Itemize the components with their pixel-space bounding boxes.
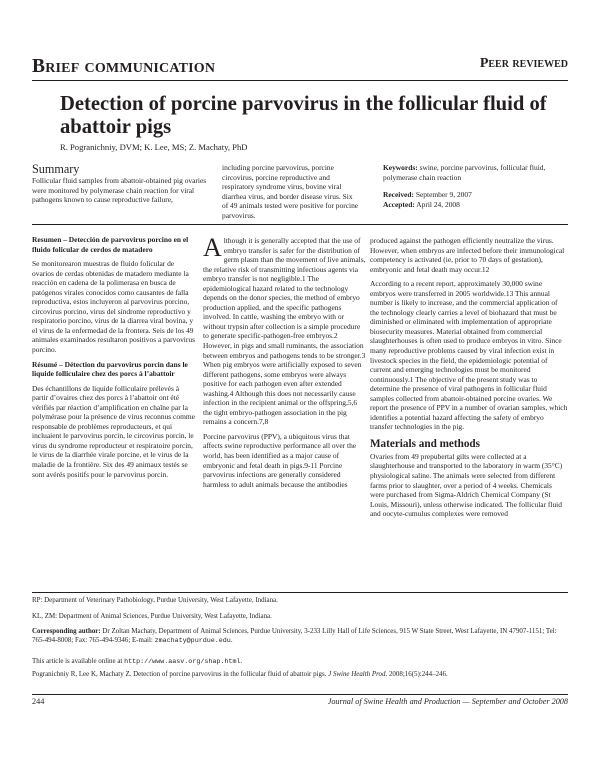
citation-text: Pogranichniy R, Lee K, Machaty Z. Detection of porcine parvovirus in the follicular fluid of abattoir pigs. [32,670,329,678]
resumen-heading: Resumen – Detección de parvovirus porcino en el fluido folicular de cerdos de matadero [32,235,189,254]
citation [32,670,568,679]
footnote-divider [32,592,568,593]
resume-text: Des échantillons de liquide folliculaire prélevés à partir d’ovaires chez des porcs à l’abattoir ont été vérifiés par réaction d’amplification en chaîne par la polymérase pour la présence de virus reconnus comme responsable de problèmes reproducteurs, et qui incluaient le parvovirus porcin, le circovirus porcin, le virus du syndrome reproducteur et respiratoire porcin, le virus de la diarrhée virale porcine, et le virus de la maladie de la frontière. Six des 49 animaux testés se sont avérés positifs pour le parvovirus porcin. [32,383,195,479]
drop-cap: A [203,233,222,262]
page-number: 244 [32,697,45,706]
corresponding-author-label: Corresponding author: [32,627,101,635]
body-paragraph-1: produced against the pathogen efficiently neutralize the virus. However, when embryos are infected before their immunological competency is activated (ie, prior to 70 days of gestation), embryonic and fetal death may occur.12 [370,236,565,274]
intro-paragraph-2: Porcine parvovirus (PPV), a ubiquitous virus that affects swine reproductive performance all over the world, has been identified as a major cause of embryonic and fetal death in pigs.9-11 Porcine parvovirus infections are generally considered harmless to adult animals because the antibodies [203,431,357,489]
corresponding-author-text: Dr Zoltan Machaty, Department of Animal Sciences, Purdue University, 3-233 Lilly Hall of Life Sciences, 915 W State Street, West Lafayette, IN 47907-1151; Tel: 765-494-8008; Fax: 765-494-9346; E-mail: [32,627,557,644]
corresponding-author [32,627,568,645]
accepted-date: April 24, 2008 [414,199,460,209]
journal-footer: Journal of Swine Health and Production — September and October 2008 [327,697,568,706]
accepted-label: Accepted: [383,199,415,209]
peer-reviewed-label: Peer reviewed [479,56,568,71]
summary-text-part-2: including porcine parvovirus, porcine circovirus, porcine reproductive and respiratory syndrome virus, bovine viral diarrhea virus, and border disease virus. Six of 49 animals tested were positive for porcine parvovirus. [222,163,359,220]
column-introduction [203,233,366,494]
body-paragraph-2: According to a recent report, approximately 30,000 swine embryos were transferred in 2005 worldwide.13 This annual number is likely to increase, and the commercial application of the technology clearly carries a level of biohazard that must be diminished or eliminated with implementation of appropriate biosecurity measures. Material obtained from commercial slaughterhouses is often used to produce embryos in vitro. Since many reproductive problems caused by viral infection exist in livestock species in the field, the epidemiologic potential of current and emerging technologies must be monitored continuously.1 The objective of the present study was to determine the presence of viral pathogens in follicular fluid samples collected from abattoir-obtained porcine ovaries. We report the presence of PPV in a number of ovarian samples, which identifies a potential hazard affecting the safety of embryo transfer technologies in the pig. [370,279,568,432]
resumen-text: Se monitorearon muestras de fluido folicular de ovarios de cerdas obtenidas de matadero mediante la reacción en cadena de la polimerasa en busca de patógenos virales conocidos como causantes de falla reproductiva, estos incluyeron al parvovirus porcino, circovirus porcino, virus del síndrome reproductivo y respiratorio porcino, virus de la diarrea viral bovina, y el virus de la enfermedad de la frontera. Seis de los 49 animales examinados resultaron positivos a parvovirus porcino. [32,259,195,355]
top-divider [32,80,568,81]
affiliation-rp: RP: Department of Veterinary Pathobiology, Purdue University, West Lafayette, Indiana. [32,596,278,604]
author-line: R. Pogranichniy, DVM; K. Lee, MS; Z. Machaty, PhD [60,142,248,152]
keywords-label: Keywords: [383,163,418,172]
citation-journal: J Swine Health Prod. [328,670,388,678]
column-abstracts [32,235,195,484]
accepted-line [383,200,568,210]
article-dates [383,190,568,209]
author-email-link[interactable]: zmachaty@purdue.edu [154,636,231,645]
article-url-link[interactable]: http://www.aasv.org/shap.html [124,658,241,666]
keywords-value: swine, porcine parvovirus, follicular fluid, polymerase chain reaction [383,163,546,182]
intro-paragraph-1 [203,233,366,427]
footer-divider [32,694,568,695]
corresponding-author-end: . [230,635,233,644]
section-label: Brief communication [32,56,216,77]
citation-end: 2008;16(5):244–246. [387,670,448,678]
online-text: This article is available online at [32,657,125,665]
intro-paragraph-1-text: lthough it is generally accepted that the use of embryo transfer is safer for the distribution of germ plasm than the movement of live animals, the relative risk of transmitting infectious agents via embryo transfer is not negligible.1 The epidemiological hazard related to the technology depends on the donor species, the method of embryo production applied, and the specific pathogens involved. In cattle, washing the embryo with or without trypsin after collection is a simple procedure to generate specific-pathogen-free embryos.2 However, in pigs and small ruminants, the association between embryos and pathogens tends to be stronger.3 When pig embryos were artificially exposed to seven different pathogens, some embryos were always positive for each pathogen even after extended washing.4 Although this does not necessarily cause infection in the recipient animal or the offspring,5,6 the tight embryo-pathogen association in the pig remains a concern.7,8 [203,236,366,427]
received-date: September 9, 2007 [413,190,472,199]
received-label: Received: [383,190,414,199]
resume-heading: Résumé – Détection du parvovirus porcin dans le liquide folliculaire chez des porcs à l’abattoir [32,359,188,379]
online-end: . [240,657,243,665]
affiliation-kl-zm: KL, ZM: Department of Animal Sciences, Purdue University, West Lafayette, Indiana. [32,612,272,620]
received-line [383,190,568,200]
summary-heading: Summary [32,162,80,176]
methods-heading: Materials and methods [370,437,481,450]
article-title: Detection of porcine parvovirus in the follicular fluid of abattoir pigs [60,93,547,138]
abstract-divider [32,224,568,225]
online-availability [32,657,568,667]
keywords [383,163,568,182]
methods-paragraph-1: Ovaries from 49 prepubertal gilts were collected at a slaughterhouse and transported to the laboratory in warm (35°C) physiological saline. The animals were selected from different farms prior to slaughter, over a period of 4 weeks. Chemicals were purchased from Sigma-Aldrich Chemical Company (St Louis, Missouri), unless otherwise indicated. The follicular fluid and oocyte-cumulus complexes were removed [370,451,563,519]
summary-text-part-1: Follicular fluid samples from abattoir-obtained pig ovaries were monitored by polymerase chain reaction for viral pathogens known to cause reproductive failure, [32,176,207,205]
column-body [370,236,568,524]
